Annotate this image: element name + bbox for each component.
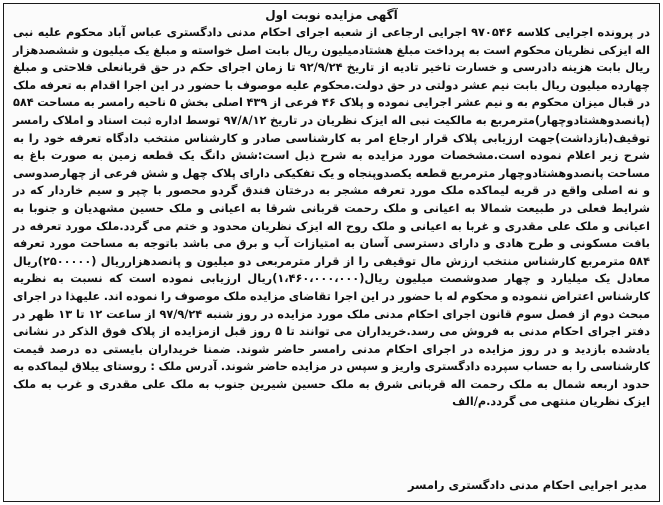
notice-signature: مدیر اجرایی احکام مدنی دادگستری رامسر bbox=[408, 478, 647, 492]
notice-body: در پرونده اجرایی کلاسه ۹۷۰۵۴۶ اجرایی ارجاعی از شعبه اجرای احکام مدنی دادگستری عباس آباد محکوم علیه نبی اله ایزکی نظریان محکوم است به پرداخت مبلغ هشتادمیلیون ریال بابت اصل خواسته و مبلغ یک میلیون و ششصدهزار ریال بابت هزینه دادرسی و خسارت تاخیر تادیه از تاریخ ۹۲/۹/۲۴ تا زمان اجرای حکم در حق قربانعلی فلاحتی و مبلغ چهارده میلیون ریال بابت نیم عشر دولتی در حق دولت.محکوم علیه موصوف با حضور در این اجرا اقدام به تعرفه ملک در قبال میزان محکوم به و نیم عشر اجرایی نموده و پلاک ۴۶ فرعی از ۴۳۹ اصلی بخش ۵ ناحیه رامسر به مساحت ۵۸۴ (پانصدوهشتادوچهار)مترمربع به مالکیت نبی اله ایزک نظریان در تاریخ ۹۷/۸/۱۲ توسط اداره ثبت اسناد و املاک رامسر توقیف(بازداشت)جهت ارزیابی پلاک قرار ارجاع امر به کارشناسی صادر و کارشناس منتخب دادگاه تعرفه خود را به شرح زیر اعلام نموده است.مشخصات مورد مزایده به شرح ذیل است:شش دانگ یک قطعه زمین به صورت باغ به مساحت پانصدوهشتادوچهار مترمربع قطعه یکصدوپنجاه و یک تفکیکی دارای پلاک چهل و شش فرعی از چهارصدوسی و نه اصلی واقع در قریه لیماکده ملک مورد تعرفه مشجر به درختان فندق گردو محصور با چپر و سیم خاردار که در شرایط فعلی در طبیعت شمالا به اعیانی و ملک رحمت قربانی شرقا به اعیانی و ملک حسین مشهدیان و جنوبا به اعیانی و ملک علی مقدری و غربا به اعیانی و ملک روح اله ایزک نظریان محدود و ختم می گردد.ملک مورد تعرفه در بافت مسکونی و طرح هادی و دارای دسترسی آسان به امتیازات آب و برق می باشد باتوجه به مساحت مورد تعرفه ۵۸۴ مترمربع کارشناس منتخب ارزش مال توقیفی را از قرار مترمربعی دو میلیون و پانصدهزارریال (۲۵۰۰۰۰۰)ریال معادل یک میلیارد و چهار صدوشصت میلیون ریال(۱،۴۶۰،۰۰۰،۰۰۰)ریال ارزیابی نموده است که نسبت به نظریه کارشناس اعتراض ننموده و محکوم له با حضور در این اجرا تقاضای مزایده ملک موصوف را نموده اند. علیهذا در اجرای مبحث دوم از فصل سوم قانون اجرای احکام مدنی ملک مورد مزایده در روز شنبه ۹۷/۹/۲۴ از ساعت ۱۲ تا ۱۳ ظهر در دفتر اجرای احکام مدنی به فروش می رسد.خریداران می توانند تا ۵ روز قبل ازمزایده از پلاک فوق الذکر در نشانی یادشده بازدید و در روز مزایده در اجرای احکام مدنی رامسر حاضر شوند. ضمنا خریداران بایستی ده درصد قیمت کارشناسی را به حساب سپرده دادگستری واریز و سپس در مزایده حاضر شوند. آدرس ملک : روستای ییلاق لیماکده به حدود اربعه شمال به ملک رحمت اله قربانی شرق به ملک حسین شیرین جنوب به ملک علی مقدری و غرب به ملک ایزک نظریان منتهی می گردد.م/الف bbox=[13, 26, 651, 409]
notice-title: آگهی مزایده نوبت اول bbox=[265, 8, 398, 22]
auction-notice bbox=[3, 3, 660, 502]
